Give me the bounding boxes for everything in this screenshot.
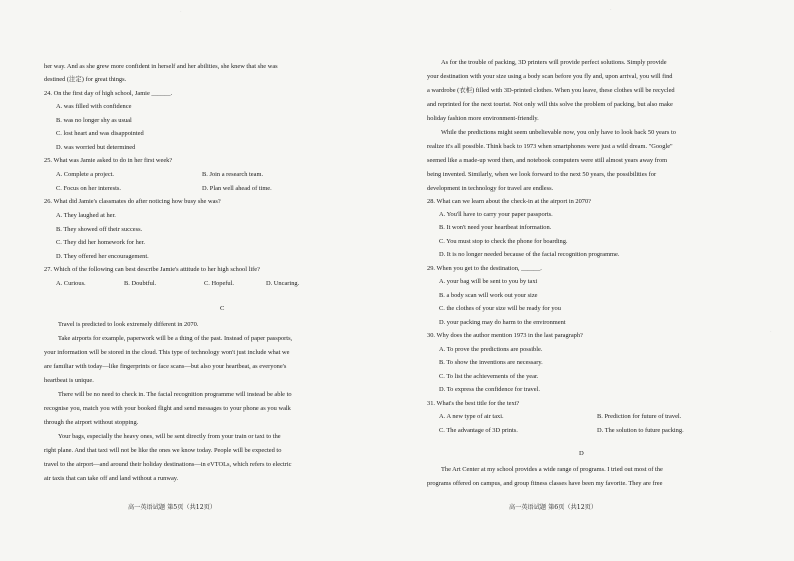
- passage-line: There will be no need to check in. The facial recognition programme will instead be able to: [58, 391, 292, 398]
- scan-speck: ·: [610, 8, 612, 13]
- q31-option-a: A. A new type of air taxi.: [439, 413, 504, 420]
- q31-option-c: C. The advantage of 3D prints.: [439, 427, 518, 434]
- question-29: 29. When you get to the destination, ______.: [427, 265, 542, 272]
- q25-option-a: A. Complete a project.: [56, 171, 115, 178]
- passage-line: While the predictions might seem unbelievable now, you only have to look back 50 years to: [441, 129, 676, 136]
- passage-line: your information will be stored in the cloud. This type of technology won't just include what we: [44, 349, 290, 356]
- q24-option-a: A. was filled with confidence: [56, 103, 132, 110]
- q26-option-c: C. They did her homework for her.: [56, 239, 145, 246]
- passage-line: holiday fashion more environment-friendly.: [427, 115, 539, 122]
- right-page-footer: 高一英语试题 第6页（共12页）: [509, 504, 598, 511]
- passage-line: travel to the airport—and around their holiday destinations—in eVTOLs, which refers to electric: [44, 461, 292, 468]
- q29-option-a: A. your bag will be sent to you by taxi: [439, 278, 538, 285]
- question-28: 28. What can we learn about the check-in at the airport in 2070?: [427, 198, 592, 205]
- q25-option-d: D. Plan well ahead of time.: [202, 185, 272, 192]
- left-page-footer: 高一英语试题 第5页（共12页）: [128, 504, 217, 511]
- q26-option-d: D. They offered her encouragement.: [56, 253, 149, 260]
- q29-option-c: C. the clothes of your size will be ready for you: [439, 305, 561, 312]
- passage-line: air taxis that can take off and land without a runway.: [44, 475, 179, 482]
- passage-line: realize it's all possible. Think back to 1973 when smartphones were just a wild dream. "Google": [427, 143, 673, 150]
- passage-line: right plane. And that taxi will not be like the ones we know today. People will be expected to: [44, 447, 282, 454]
- question-27: 27. Which of the following can best describe Jamie's attitude to her high school life?: [44, 266, 260, 273]
- q31-option-b: B. Prediction for future of travel.: [597, 413, 682, 420]
- q26-option-b: B. They showed off their success.: [56, 226, 143, 233]
- q24-option-c: C. lost heart and was disappointed: [56, 130, 144, 137]
- question-24: 24. On the first day of high school, Jamie ______.: [44, 90, 173, 97]
- q27-option-d: D. Uncaring.: [266, 280, 300, 287]
- passage-line: through the airport without stopping.: [44, 419, 139, 426]
- q30-option-b: B. To show the inventions are necessary.: [439, 359, 543, 366]
- q28-option-d: D. It is no longer needed because of the facial recognition programme.: [439, 251, 620, 258]
- scan-speck: ·: [180, 10, 182, 15]
- q24-option-b: B. was no longer shy as usual: [56, 117, 132, 124]
- passage-line: heartbeat is unique.: [44, 377, 94, 384]
- passage-line: development in technology for travel are endless.: [427, 185, 554, 192]
- q28-option-b: B. It won't need your heartbeat information.: [439, 224, 552, 231]
- question-25: 25. What was Jamie asked to do in her first week?: [44, 157, 173, 164]
- q27-option-a: A. Curious.: [56, 280, 86, 287]
- passage-line: Your bags, especially the heavy ones, will be sent directly from your train or taxi to the: [58, 433, 281, 440]
- q31-option-d: D. The solution to future packing.: [597, 427, 684, 434]
- passage-line: are familiar with today—like fingerprints or face scans—but also your heartbeat, as everyone's: [44, 363, 287, 370]
- q29-option-b: B. a body scan will work out your size: [439, 292, 538, 299]
- section-c-heading: C: [220, 305, 225, 312]
- passage-line: Travel is predicted to look extremely different in 2070.: [58, 321, 199, 328]
- passage-line: programs offered on campus, and group fitness classes have been my favorite. They are free: [427, 480, 663, 487]
- q29-option-d: D. your packing may do harm to the environment: [439, 319, 566, 326]
- question-30: 30. Why does the author mention 1973 in the last paragraph?: [427, 332, 583, 339]
- q25-option-b: B. Join a research team.: [202, 171, 264, 178]
- passage-line: The Art Center at my school provides a wide range of programs. I tried out most of the: [441, 466, 663, 473]
- q30-option-d: D. To express the confidence for travel.: [439, 386, 540, 393]
- text-line: her way. And as she grew more confident in herself and her abilities, she knew that she was: [44, 63, 278, 70]
- q30-option-a: A. To prove the predictions are possible.: [439, 346, 543, 353]
- passage-line: a wardrobe (衣柜) filled with 3D-printed clothes. When you leave, these clothes will be recycled: [427, 87, 675, 94]
- passage-line: and reprinted for the next tourist. Not only will this solve the problem of packing, but also make: [427, 101, 673, 108]
- q24-option-d: D. was worried but determined: [56, 144, 136, 151]
- passage-line: recognise you, match you with your booked flight and send messages to your phone as you walk: [44, 405, 291, 412]
- section-d-heading: D: [579, 450, 584, 457]
- passage-line: seemed like a made-up word then, and notebook computers were still almost years away from: [427, 157, 668, 164]
- text-line: destined (注定) for great things.: [44, 76, 127, 83]
- q28-option-a: A. You'll have to carry your paper passports.: [439, 211, 553, 218]
- q30-option-c: C. To list the achievements of the year.: [439, 373, 539, 380]
- passage-line: As for the trouble of packing, 3D printers will provide perfect solutions. Simply provide: [441, 59, 667, 66]
- scan-speck: ·: [770, 330, 772, 335]
- passage-line: Take airports for example, paperwork will be a thing of the past. Instead of paper passports,: [58, 335, 293, 342]
- passage-line: being invented. Similarly, when we look forward to the next 50 years, the possibilities for: [427, 171, 657, 178]
- question-26: 26. What did Jamie's classmates do after noticing how busy she was?: [44, 198, 221, 205]
- q27-option-b: B. Doubtful.: [124, 280, 157, 287]
- q27-option-c: C. Hopeful.: [204, 280, 234, 287]
- q25-option-c: C. Focus on her interests.: [56, 185, 121, 192]
- q28-option-c: C. You must stop to check the phone for boarding.: [439, 238, 568, 245]
- q26-option-a: A. They laughed at her.: [56, 212, 116, 219]
- passage-line: your destination with your size using a body scan before you fly and, upon arrival, you will find: [427, 73, 673, 80]
- question-31: 31. What's the best title for the text?: [427, 400, 520, 407]
